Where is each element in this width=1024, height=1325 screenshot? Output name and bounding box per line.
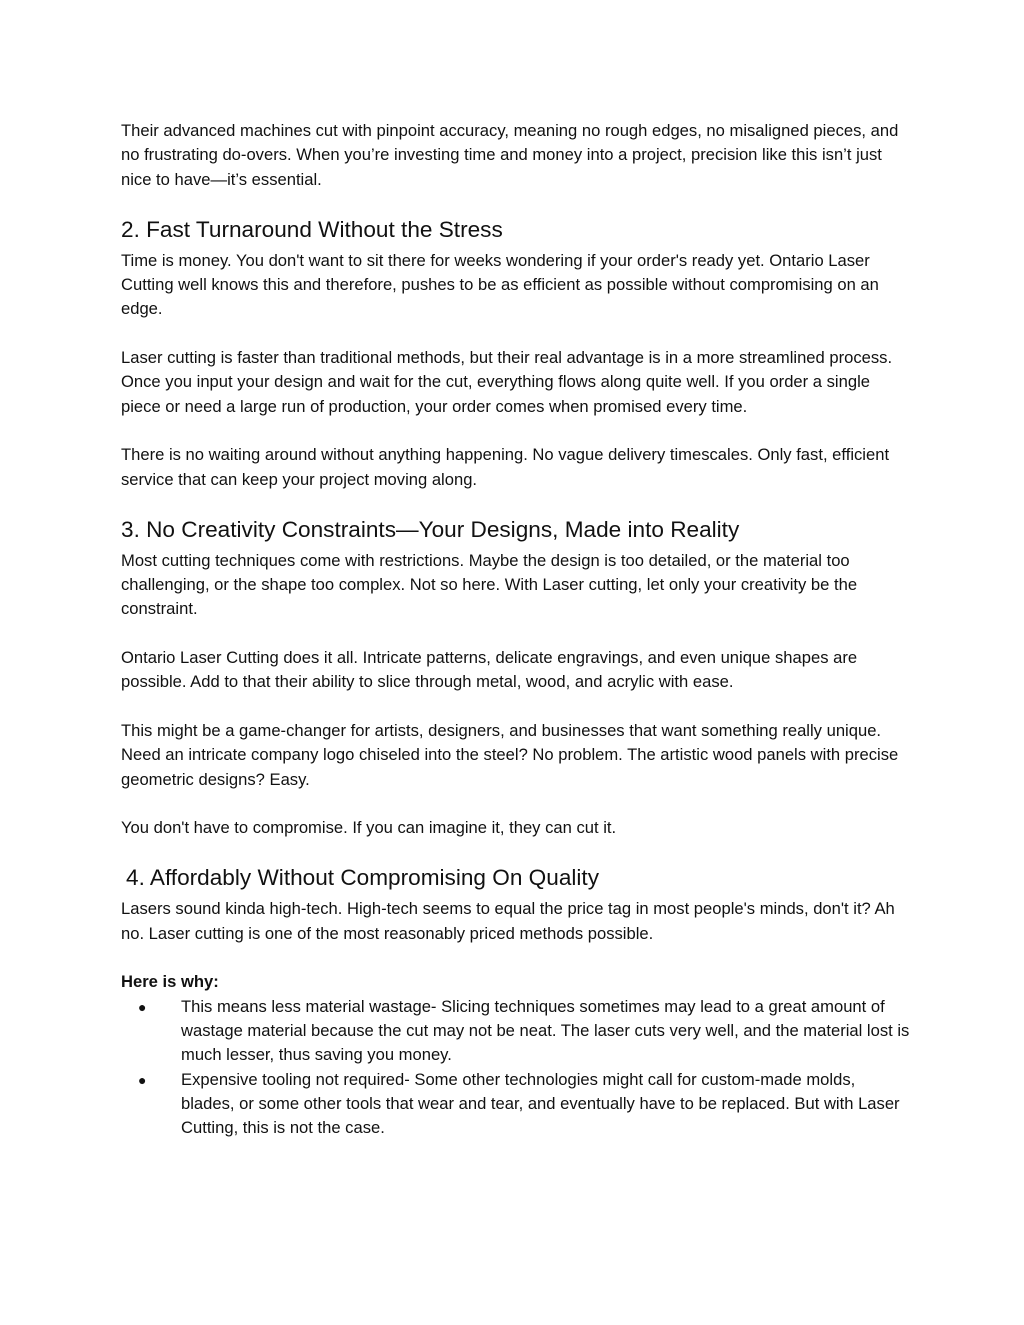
section-3-paragraph-2: Ontario Laser Cutting does it all. Intricate patterns, delicate engravings, and even unique shapes are possible. Add to that their ability to slice through metal, wood, and acrylic with ease. xyxy=(121,648,858,692)
section-2-paragraph-3: There is no waiting around without anything happening. No vague delivery timescales. Only fast, efficient service that can keep your project moving along. xyxy=(121,445,890,489)
section-2-paragraph-2: Laser cutting is faster than traditional methods, but their real advantage is in a more streamlined process. Once you input your design and wait for the cut, everything flows along quite well. If you order a single piece or need a large run of production, your order comes when promised every time. xyxy=(121,348,893,416)
section-2-heading-block xyxy=(121,215,911,245)
section-4-heading-block xyxy=(121,863,911,893)
section-3-paragraph-3: This might be a game-changer for artists, designers, and businesses that want something really unique. Need an intricate company logo chiseled into the steel? No problem. The artistic wood panels with precise geometric designs? Easy. xyxy=(121,720,899,789)
bullet-icon: ● xyxy=(138,998,147,1015)
bullet-icon: ● xyxy=(138,1071,147,1088)
list-item-text: This means less material wastage- Slicing techniques sometimes may lead to a great amount of wastage material because the cut may not be neat. The laser cuts very well, and the material lost is much lesser, thus saving you money. xyxy=(181,996,910,1065)
reasons-list xyxy=(121,995,911,1141)
list-item-text: Expensive tooling not required- Some other technologies might call for custom-made molds, blades, or some other tools that wear and tear, and eventually have to be replaced. But with Laser Cutting, this is not the case. xyxy=(181,1069,900,1138)
section-3-paragraph-4: You don't have to compromise. If you can imagine it, they can cut it. xyxy=(121,818,617,838)
section-4-subheading: Here is why: xyxy=(121,972,219,992)
document-page xyxy=(121,119,911,1140)
section-2-paragraph-1: Time is money. You don't want to sit there for weeks wondering if your order's ready yet. Ontario Laser Cutting well knows this and therefore, pushes to be as efficient as possible without compromising on an edge. xyxy=(121,250,879,319)
list-item xyxy=(121,995,911,1068)
intro-paragraph: Their advanced machines cut with pinpoint accuracy, meaning no rough edges, no misaligned pieces, and no frustrating do-overs. When you’re investing time and money into a project, precision like this isn’t just nice to have—it’s essential. xyxy=(121,121,899,189)
section-4-paragraph-1: Lasers sound kinda high-tech. High-tech seems to equal the price tag in most people's minds, don't it? Ah no. Laser cutting is one of the most reasonably priced methods possible. xyxy=(121,899,895,943)
section-3-heading: 3. No Creativity Constraints—Your Designs, Made into Reality xyxy=(121,516,740,542)
section-3-heading-block xyxy=(121,515,911,545)
section-3-paragraph-1: Most cutting techniques come with restrictions. Maybe the design is too detailed, or the material too challenging, or the shape too complex. Not so here. With Laser cutting, let only your creativity be the constraint. xyxy=(121,550,858,619)
list-item xyxy=(121,1068,911,1141)
section-2-heading: 2. Fast Turnaround Without the Stress xyxy=(121,216,503,242)
section-4-heading: 4. Affordably Without Compromising On Quality xyxy=(126,865,600,891)
